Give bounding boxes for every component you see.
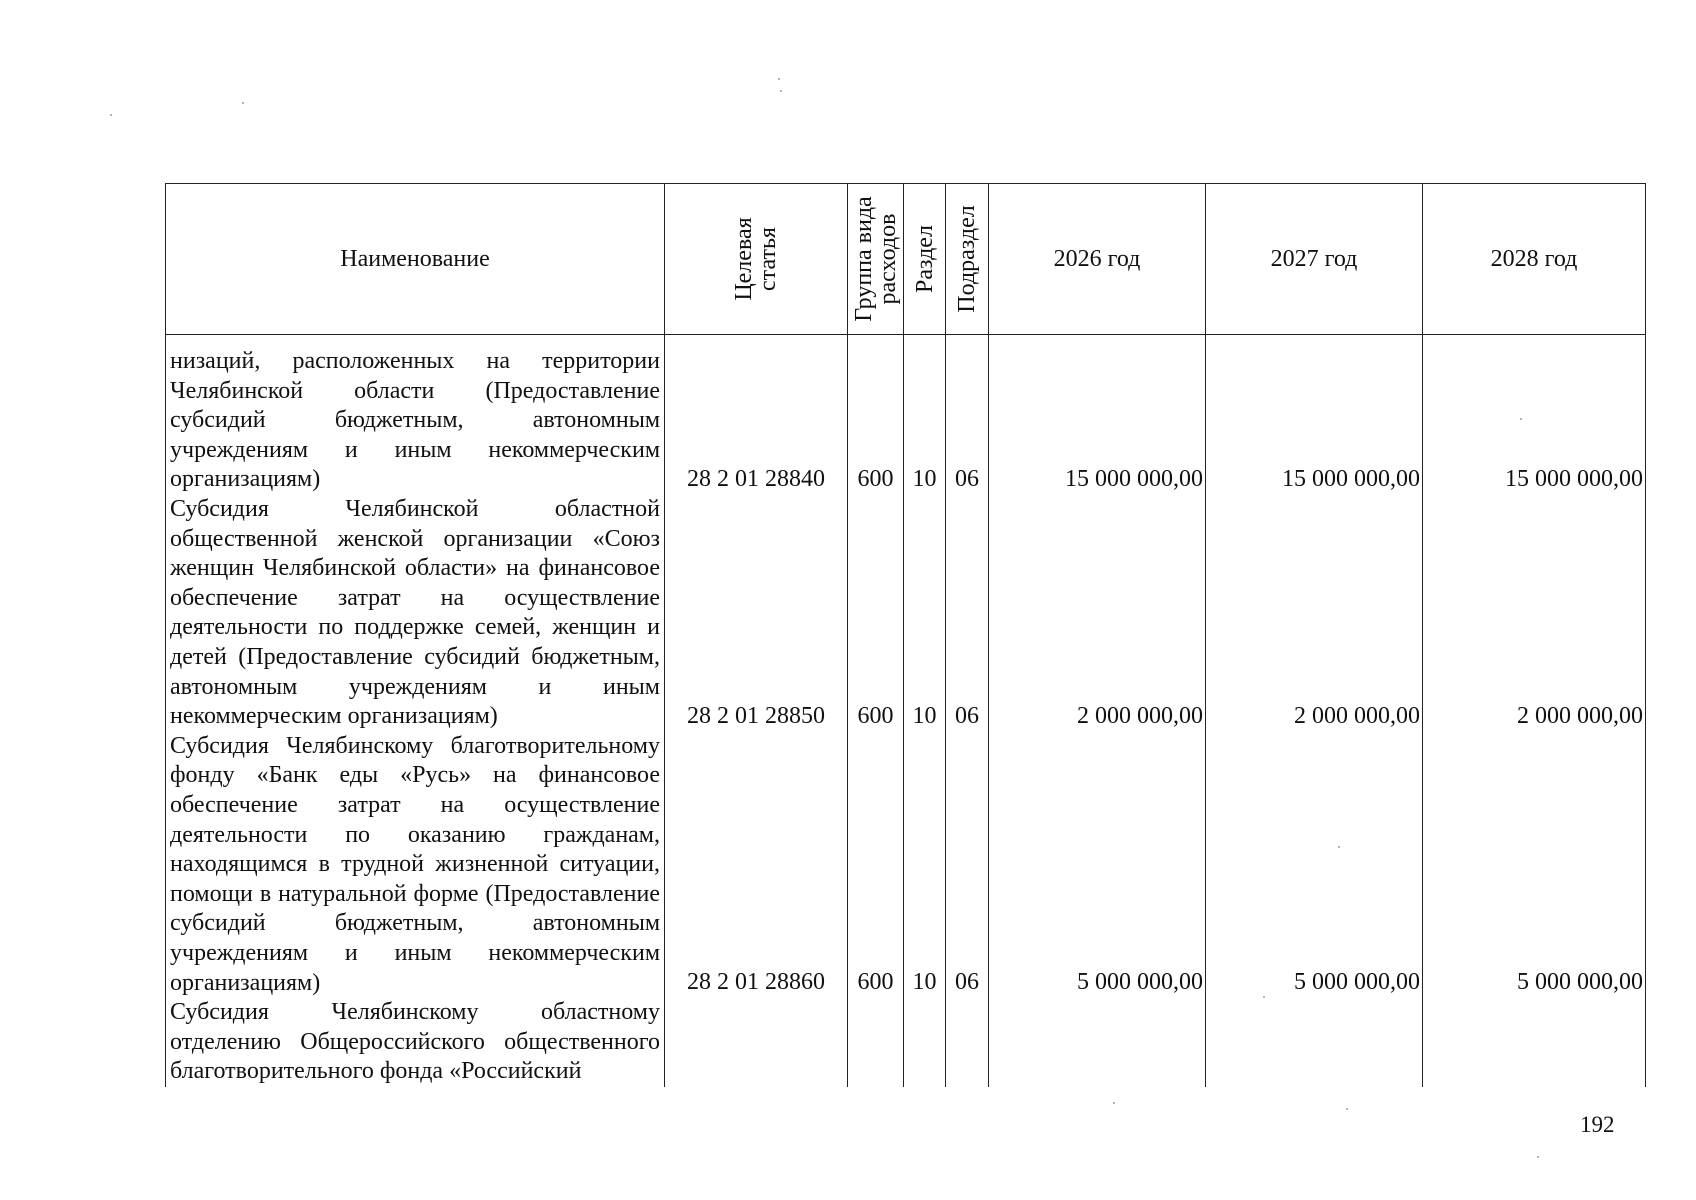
header-row <box>166 184 1646 335</box>
row-name: низаций, расположенных на территории Челябинской области (Предоставление субсидий бюджетным, автономным учреждениям и иным некоммерческим организациям) <box>166 335 665 496</box>
row-amount-2028: 2 000 000,00 <box>1423 495 1646 732</box>
header-section <box>904 184 946 335</box>
row-expense-group: 600 <box>848 732 904 998</box>
table-row <box>166 732 1646 998</box>
header-year-2028-label: 2028 год <box>1490 245 1578 272</box>
row-amount-2027: 5 000 000,00 <box>1206 732 1423 998</box>
header-section-label: Раздел <box>911 225 938 293</box>
row-amount-2026 <box>989 998 1206 1087</box>
row-target-article: 28 2 01 28860 <box>665 732 848 998</box>
header-target-article <box>665 184 848 335</box>
row-amount-2028 <box>1423 998 1646 1087</box>
row-expense-group <box>848 998 904 1087</box>
row-subsection: 06 <box>946 732 989 998</box>
row-amount-2026: 15 000 000,00 <box>989 335 1206 496</box>
row-subsection: 06 <box>946 335 989 496</box>
header-year-2027-label: 2027 год <box>1270 245 1358 272</box>
header-year-2026-label: 2026 год <box>1053 245 1141 272</box>
table-row <box>166 335 1646 496</box>
row-section: 10 <box>904 732 946 998</box>
row-subsection <box>946 998 989 1087</box>
row-section: 10 <box>904 335 946 496</box>
scan-speck <box>780 90 782 92</box>
row-expense-group: 600 <box>848 335 904 496</box>
scan-speck <box>1263 996 1265 998</box>
header-expense-group <box>848 184 904 335</box>
row-amount-2027: 15 000 000,00 <box>1206 335 1423 496</box>
row-amount-2027: 2 000 000,00 <box>1206 495 1423 732</box>
scan-speck <box>1338 846 1340 848</box>
header-year-2028 <box>1423 184 1646 335</box>
page-number: 192 <box>1580 1112 1615 1137</box>
scan-speck <box>110 114 112 116</box>
header-target-article-label: Целевая статья <box>731 217 781 301</box>
table-row <box>166 998 1646 1087</box>
row-amount-2026: 2 000 000,00 <box>989 495 1206 732</box>
row-amount-2028: 15 000 000,00 <box>1423 335 1646 496</box>
row-amount-2027 <box>1206 998 1423 1087</box>
header-name <box>166 184 665 335</box>
header-subsection-label: Подраздел <box>954 205 980 313</box>
row-amount-2026: 5 000 000,00 <box>989 732 1206 998</box>
row-name: Субсидия Челябинскому областному отделению Общероссийского общественного благотворительного фонда «Российский <box>166 998 665 1087</box>
budget-table <box>165 183 1646 1087</box>
header-expense-group-label: Группа вида расходов <box>850 196 901 322</box>
scan-speck <box>1537 1156 1539 1158</box>
scan-speck <box>1346 1108 1348 1110</box>
row-amount-2028: 5 000 000,00 <box>1423 732 1646 998</box>
row-name: Субсидия Челябинскому благотворительному фонду «Банк еды «Русь» на финансовое обеспечение затрат на осуществление деятельности по оказанию гражданам, находящимся в трудной жизненной ситуации, помощи в натуральной форме (Предоставление субсидий бюджетным, автономным учреждениям и иным некоммерческим организациям) <box>166 732 665 998</box>
scan-speck <box>242 102 244 104</box>
row-section <box>904 998 946 1087</box>
row-name: Субсидия Челябинской областной общественной женской организации «Союз женщин Челябинской области» на финансовое обеспечение затрат на осуществление деятельности по поддержке семей, женщин и детей (Предоставление субсидий бюджетным, автономным учреждениям и иным некоммерческим организациям) <box>166 495 665 732</box>
row-target-article: 28 2 01 28840 <box>665 335 848 496</box>
scan-speck <box>1113 1102 1115 1104</box>
header-name-label: Наименование <box>340 245 490 272</box>
table-row <box>166 495 1646 732</box>
row-expense-group: 600 <box>848 495 904 732</box>
row-target-article: 28 2 01 28850 <box>665 495 848 732</box>
header-year-2026 <box>989 184 1206 335</box>
row-target-article <box>665 998 848 1087</box>
header-subsection <box>946 184 989 335</box>
scan-speck <box>778 78 780 80</box>
header-year-2027 <box>1206 184 1423 335</box>
row-subsection: 06 <box>946 495 989 732</box>
row-section: 10 <box>904 495 946 732</box>
scan-speck <box>1520 418 1522 420</box>
